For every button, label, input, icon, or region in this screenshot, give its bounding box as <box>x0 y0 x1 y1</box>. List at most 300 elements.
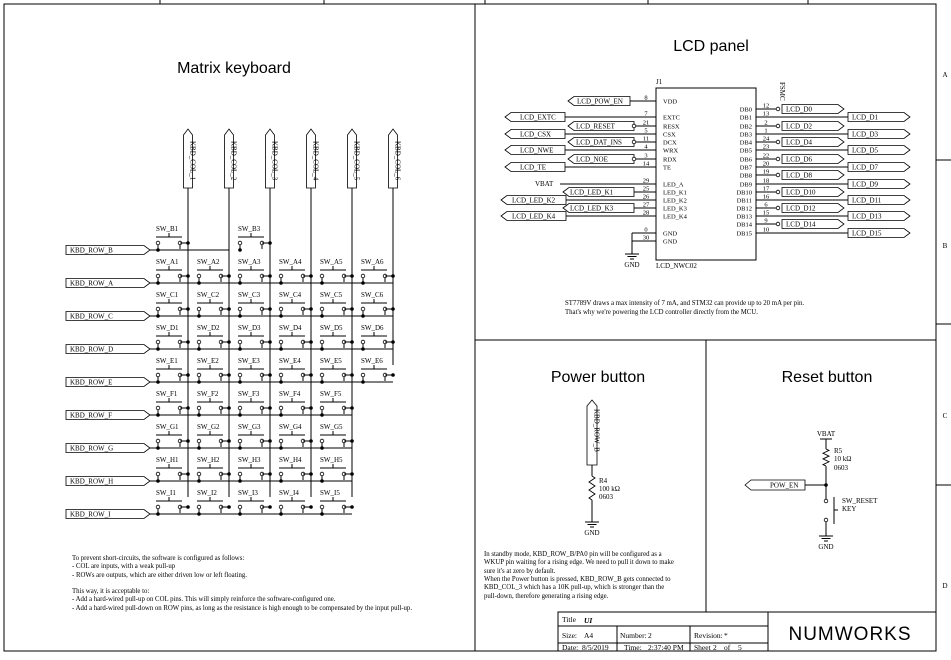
pin-open-circle <box>156 340 160 344</box>
lcd-data-net: LCD_D0 <box>786 105 813 114</box>
row-label: KBD_ROW_G <box>70 444 114 453</box>
junction-dot <box>279 413 283 417</box>
junction-dot <box>391 373 395 377</box>
pin-open-circle <box>197 406 201 410</box>
row-label: KBD_ROW_C <box>70 312 113 321</box>
reset-switch-type: KEY <box>842 505 857 513</box>
pin-number: 18 <box>762 177 770 185</box>
pin-number: 23 <box>762 143 770 151</box>
junction-dot <box>279 380 283 384</box>
pin-open-circle <box>776 190 780 194</box>
junction-dot <box>156 413 160 417</box>
switch-label: SW_I4 <box>279 489 299 497</box>
pin-number: 12 <box>762 102 770 110</box>
column-label: KBD_COL_3 <box>270 141 279 181</box>
junction-dot <box>197 446 201 450</box>
keyboard-notes <box>72 555 412 612</box>
junction-dot <box>391 340 395 344</box>
pin-open-circle <box>238 406 242 410</box>
pin-name: DB11 <box>736 197 752 205</box>
gnd-label: GND <box>818 543 834 551</box>
size-label: Size: <box>562 631 577 640</box>
pin-name: RESX <box>663 123 680 131</box>
lcd-net: LCD_RESET <box>576 122 615 131</box>
sheet-value: 2 <box>713 643 717 652</box>
revision-value: * <box>724 631 728 640</box>
reset-res-value: 10 kΩ <box>834 455 852 463</box>
lcd-data-net: LCD_D4 <box>786 138 813 147</box>
border-letter: C <box>942 412 948 420</box>
pin-open-circle <box>320 373 324 377</box>
switch-label: SW_F4 <box>279 390 301 398</box>
junction-dot <box>391 307 395 311</box>
pin-open-circle <box>238 505 242 509</box>
pin-name: LED_K4 <box>663 213 687 221</box>
keyboard-note-line: To prevent short-circuits, the software is configured as follows: <box>72 555 245 562</box>
switch-label: SW_B3 <box>238 225 261 233</box>
junction-dot <box>268 472 272 476</box>
pin-open-circle <box>776 140 780 144</box>
keyboard-note-line: - ROWs are outputs, which are either driven low or left floating. <box>72 572 247 579</box>
pin-number: 16 <box>762 193 770 201</box>
switch-label: SW_C3 <box>238 291 261 299</box>
pin-number: 8 <box>644 94 648 102</box>
lcd-data-net: LCD_D8 <box>786 171 813 180</box>
junction-dot <box>350 373 354 377</box>
junction-dot <box>320 347 324 351</box>
power-res-value: 100 kΩ <box>599 485 620 493</box>
reset-switch: SW_RESET <box>842 497 878 505</box>
pin-open-circle <box>238 307 242 311</box>
junction-dot <box>320 314 324 318</box>
junction-dot <box>238 314 242 318</box>
pin-name: LED_K2 <box>663 197 687 205</box>
pin-open-circle <box>238 274 242 278</box>
row-label: KBD_ROW_D <box>70 345 114 354</box>
pin-name: EXTC <box>663 114 680 122</box>
junction-dot <box>350 472 354 476</box>
pin-open-circle <box>776 222 780 226</box>
pin-open-circle <box>197 340 201 344</box>
pin-open-circle <box>279 373 283 377</box>
power-res-package: 0603 <box>599 493 613 501</box>
power-note-line: In standby mode, KBD_ROW_B/PA0 pin will be configured as a <box>484 551 662 558</box>
pin-name: DB5 <box>739 147 752 155</box>
power-note-line: sure it's at zero by default. <box>484 568 556 575</box>
junction-dot <box>238 281 242 285</box>
junction-dot <box>156 314 160 318</box>
pin-open-circle <box>156 439 160 443</box>
pin-open-circle <box>320 505 324 509</box>
row-label: KBD_ROW_E <box>70 378 113 387</box>
title-label: Title <box>562 615 576 624</box>
switch-label: SW_G5 <box>320 423 343 431</box>
pin-name: DB8 <box>739 172 752 180</box>
switch-label: SW_E2 <box>197 357 219 365</box>
lcd-data-net: LCD_D9 <box>852 180 879 189</box>
number-value: 2 <box>648 631 652 640</box>
pin-open-circle <box>776 157 780 161</box>
junction-dot <box>268 274 272 278</box>
pin-open-circle <box>279 274 283 278</box>
junction-dot <box>309 505 313 509</box>
border-letter: B <box>942 242 948 250</box>
junction-dot <box>320 512 324 516</box>
pin-open-circle <box>156 241 160 245</box>
pin-open-circle <box>320 472 324 476</box>
pin-name: GND <box>663 230 678 238</box>
lcd-panel-title: LCD panel <box>673 38 749 55</box>
junction-dot <box>197 479 201 483</box>
pin-name: LED_K1 <box>663 189 687 197</box>
junction-dot <box>309 274 313 278</box>
junction-dot <box>227 373 231 377</box>
pin-open-circle <box>279 340 283 344</box>
pin-number: 17 <box>762 185 770 193</box>
junction-dot <box>824 483 828 487</box>
switch-label: SW_A2 <box>197 258 220 266</box>
lcd-net: LCD_TE <box>520 163 547 172</box>
pin-open-circle <box>320 340 324 344</box>
pin-open-circle <box>238 340 242 344</box>
lcd-data-net: LCD_D13 <box>852 212 882 221</box>
junction-dot <box>227 340 231 344</box>
junction-dot <box>361 281 365 285</box>
switch-label: SW_H1 <box>156 456 179 464</box>
junction-dot <box>186 307 190 311</box>
junction-dot <box>279 446 283 450</box>
junction-dot <box>186 274 190 278</box>
junction-dot <box>350 340 354 344</box>
junction-dot <box>156 248 160 252</box>
pin-open-circle <box>279 439 283 443</box>
pin-name: DB6 <box>739 156 752 164</box>
switch-label: SW_I5 <box>320 489 340 497</box>
lcd-note-line: That's why we're powering the LCD controller directly from the MCU. <box>565 309 758 316</box>
lcd-data-net: LCD_D11 <box>852 196 882 205</box>
row-label: KBD_ROW_I <box>70 510 111 519</box>
pin-name: DB15 <box>736 230 752 238</box>
row-label: KBD_ROW_H <box>70 477 114 486</box>
junction-dot <box>238 479 242 483</box>
junction-dot <box>391 274 395 278</box>
pin-name: DB12 <box>736 205 752 213</box>
switch-label: SW_D3 <box>238 324 261 332</box>
pin-open-circle <box>824 518 828 522</box>
junction-dot <box>186 373 190 377</box>
reset-vbat: VBAT <box>816 430 836 438</box>
junction-dot <box>309 439 313 443</box>
pin-open-circle <box>361 307 365 311</box>
pin-open-circle <box>197 439 201 443</box>
reset-button-circuit <box>745 430 878 551</box>
junction-dot <box>320 446 324 450</box>
junction-dot <box>361 314 365 318</box>
pin-name: DB0 <box>739 106 752 114</box>
keyboard-note-line: - Add a hard-wired pull-down on ROW pins, as long as the resistance is high enough to be compensated by the input pull-up. <box>72 605 413 612</box>
pin-open-circle <box>632 124 636 128</box>
switch-label: SW_D5 <box>320 324 343 332</box>
pin-open-circle <box>632 157 636 161</box>
lcd-note-line: ST7789V draws a max intensity of 7 mA, and STM32 can provide up to 20 mA per pin. <box>565 300 805 307</box>
switch-label: SW_D1 <box>156 324 179 332</box>
junction-dot <box>279 347 283 351</box>
pin-number: 2 <box>764 119 768 127</box>
junction-dot <box>156 347 160 351</box>
switch-label: SW_E4 <box>279 357 301 365</box>
pin-name: LED_A <box>663 181 684 189</box>
junction-dot <box>309 307 313 311</box>
pin-open-circle <box>279 505 283 509</box>
pin-number: 21 <box>642 119 650 127</box>
keyboard-note-line: - COL are inputs, with a weak pull-up <box>72 563 176 570</box>
pin-number: 27 <box>642 201 650 209</box>
gnd-label: GND <box>584 529 600 537</box>
junction-dot <box>156 380 160 384</box>
lcd-data-net: LCD_D7 <box>852 163 879 172</box>
pin-number: 13 <box>762 110 770 118</box>
switch-label: SW_E5 <box>320 357 342 365</box>
pin-name: DB14 <box>736 221 752 229</box>
junction-dot <box>227 505 231 509</box>
pin-name: DB3 <box>739 131 752 139</box>
pin-number: 22 <box>762 152 770 160</box>
switch-label: SW_H2 <box>197 456 220 464</box>
pin-number: 5 <box>644 127 648 135</box>
junction-dot <box>268 439 272 443</box>
junction-dot <box>268 340 272 344</box>
switch-label: SW_C6 <box>361 291 384 299</box>
switch-label: SW_I1 <box>156 489 176 497</box>
pin-open-circle <box>156 472 160 476</box>
junction-dot <box>350 307 354 311</box>
switch-label: SW_A3 <box>238 258 261 266</box>
power-button-circuit <box>584 400 620 537</box>
junction-dot <box>227 307 231 311</box>
pin-open-circle <box>320 307 324 311</box>
lcd-data-net: LCD_D2 <box>786 122 813 131</box>
pin-open-circle <box>197 373 201 377</box>
pin-name: WRX <box>663 147 679 155</box>
pin-number: 1 <box>764 127 768 135</box>
lcd-net: LCD_LED_K3 <box>570 204 614 213</box>
pin-open-circle <box>156 373 160 377</box>
matrix-keyboard <box>66 129 402 519</box>
switch-label: SW_I2 <box>197 489 217 497</box>
junction-dot <box>320 380 324 384</box>
junction-dot <box>268 307 272 311</box>
junction-dot <box>156 281 160 285</box>
switch-label: SW_A6 <box>361 258 384 266</box>
switch-label: SW_D6 <box>361 324 384 332</box>
row-label: KBD_ROW_B <box>70 246 113 255</box>
switch-label: SW_I3 <box>238 489 258 497</box>
pin-open-circle <box>776 206 780 210</box>
junction-dot <box>238 380 242 384</box>
resistor-symbol <box>823 449 829 466</box>
lcd-data-net: LCD_D3 <box>852 130 879 139</box>
lcd-data-net: LCD_D1 <box>852 113 879 122</box>
junction-dot <box>309 472 313 476</box>
pin-open-circle <box>279 472 283 476</box>
junction-dot <box>186 406 190 410</box>
power-res-ref: R4 <box>599 477 608 485</box>
pin-name: DB7 <box>739 164 752 172</box>
switch-label: SW_H4 <box>279 456 302 464</box>
lcd-data-net: LCD_D6 <box>786 155 813 164</box>
lcd-net: LCD_LED_K2 <box>512 196 556 205</box>
junction-dot <box>227 406 231 410</box>
revision-label: Revision: <box>694 631 723 640</box>
pin-name: DB4 <box>739 139 752 147</box>
junction-dot <box>279 479 283 483</box>
junction-dot <box>197 314 201 318</box>
reset-res-package: 0603 <box>834 464 848 472</box>
pin-number: 19 <box>762 168 770 176</box>
pin-open-circle <box>632 140 636 144</box>
switch-label: SW_C4 <box>279 291 302 299</box>
switch-label: SW_G2 <box>197 423 220 431</box>
switch-label: SW_D2 <box>197 324 220 332</box>
junction-dot <box>186 241 190 245</box>
junction-dot <box>309 373 313 377</box>
junction-dot <box>238 413 242 417</box>
keyboard-note-line: - Add a hard-wired pull-up on COL pins. This will simply reinforce the software-configured one. <box>72 596 336 603</box>
pin-name: GND <box>663 238 678 246</box>
time-value: 2:37:40 PM <box>648 643 684 652</box>
switch-label: SW_D4 <box>279 324 302 332</box>
pin-open-circle <box>361 274 365 278</box>
junction-dot <box>361 347 365 351</box>
junction-dot <box>350 274 354 278</box>
date-value: 8/5/2019 <box>582 643 609 652</box>
pin-number: 7 <box>644 110 648 118</box>
time-label: Time: <box>624 643 642 652</box>
junction-dot <box>268 241 272 245</box>
junction-dot <box>238 347 242 351</box>
pin-name: DB13 <box>736 213 752 221</box>
switch-label: SW_E6 <box>361 357 383 365</box>
pin-name: CSX <box>663 131 676 139</box>
junction-dot <box>156 512 160 516</box>
pin-open-circle <box>320 274 324 278</box>
switch-label: SW_F2 <box>197 390 219 398</box>
switch-label: SW_F1 <box>156 390 178 398</box>
pin-open-circle <box>776 124 780 128</box>
junction-dot <box>156 479 160 483</box>
pin-number: 14 <box>642 160 650 168</box>
pin-open-circle <box>320 406 324 410</box>
pin-number: 30 <box>642 234 650 242</box>
keyboard-note-line: This way, it is acceptable to: <box>72 588 150 595</box>
pin-name: DB9 <box>739 181 752 189</box>
pin-open-circle <box>824 499 828 503</box>
pin-number: 10 <box>762 226 770 234</box>
junction-dot <box>227 274 231 278</box>
column-label: KBD_COL_5 <box>352 141 361 181</box>
border-letter: A <box>942 71 948 79</box>
pin-open-circle <box>279 307 283 311</box>
power-note-line: pull-down, therefore generating a rising edge. <box>484 593 609 600</box>
pin-number: 15 <box>762 209 770 217</box>
lcd-data-net: LCD_D5 <box>852 146 879 155</box>
junction-dot <box>268 505 272 509</box>
junction-dot <box>197 281 201 285</box>
junction-dot <box>227 439 231 443</box>
pin-open-circle <box>197 472 201 476</box>
resistor-symbol <box>589 476 595 500</box>
of-label: of <box>724 643 731 652</box>
lcd-vbat: VBAT <box>535 180 554 188</box>
pin-open-circle <box>361 373 365 377</box>
junction-dot <box>227 472 231 476</box>
pin-open-circle <box>238 439 242 443</box>
junction-dot <box>320 413 324 417</box>
title-block <box>558 612 936 652</box>
pin-open-circle <box>361 340 365 344</box>
pin-open-circle <box>279 406 283 410</box>
gnd-label: GND <box>624 261 640 269</box>
pin-open-circle <box>776 107 780 111</box>
pin-open-circle <box>197 307 201 311</box>
power-note-line: When the Power button is pressed, KBD_ROW_B gets connected to <box>484 576 671 583</box>
power-note-line: WKUP pin waiting for a rising edge. We need to pull it down to make <box>484 559 674 566</box>
junction-dot <box>238 248 242 252</box>
number-label: Number: <box>620 631 647 640</box>
pin-name: DB2 <box>739 123 752 131</box>
column-label: KBD_COL_4 <box>311 141 320 181</box>
lcd-data-net: LCD_D14 <box>786 220 816 229</box>
switch-label: SW_F5 <box>320 390 342 398</box>
switch-label: SW_E3 <box>238 357 260 365</box>
pin-number: 4 <box>644 143 648 151</box>
switch-label: SW_H5 <box>320 456 343 464</box>
switch-label: SW_C2 <box>197 291 220 299</box>
pin-open-circle <box>776 173 780 177</box>
lcd-net: LCD_CSX <box>520 130 552 139</box>
lcd-net: LCD_DAT_INS <box>576 138 622 147</box>
lcd-net: LCD_LED_K1 <box>570 188 614 197</box>
pin-number: 26 <box>642 193 650 201</box>
pin-number: 0 <box>644 226 648 234</box>
power-notes <box>484 551 674 600</box>
junction-dot <box>197 413 201 417</box>
pin-name: LED_K3 <box>663 205 687 213</box>
junction-dot <box>186 439 190 443</box>
column-label: KBD_COL_2 <box>229 141 238 181</box>
switch-label: SW_A1 <box>156 258 179 266</box>
power-net: KBD_ROW_B <box>592 409 601 452</box>
reset-net: POW_EN <box>770 481 799 490</box>
junction-dot <box>350 439 354 443</box>
frame <box>4 4 936 651</box>
row-label: KBD_ROW_F <box>70 411 113 420</box>
sheet-label: Sheet <box>694 643 711 652</box>
pin-number: 11 <box>642 135 650 143</box>
pin-name: DB10 <box>736 189 752 197</box>
pin-name: RDX <box>663 156 677 164</box>
sheets-value: 5 <box>738 643 742 652</box>
switch-label: SW_B1 <box>156 225 179 233</box>
column-label: KBD_COL_6 <box>393 141 402 181</box>
pin-number: 28 <box>642 209 650 217</box>
pin-open-circle <box>156 274 160 278</box>
junction-dot <box>350 406 354 410</box>
pin-number: 24 <box>762 135 770 143</box>
pin-name: DB1 <box>739 114 752 122</box>
junction-dot <box>268 373 272 377</box>
matrix-keyboard-title: Matrix keyboard <box>177 60 291 77</box>
